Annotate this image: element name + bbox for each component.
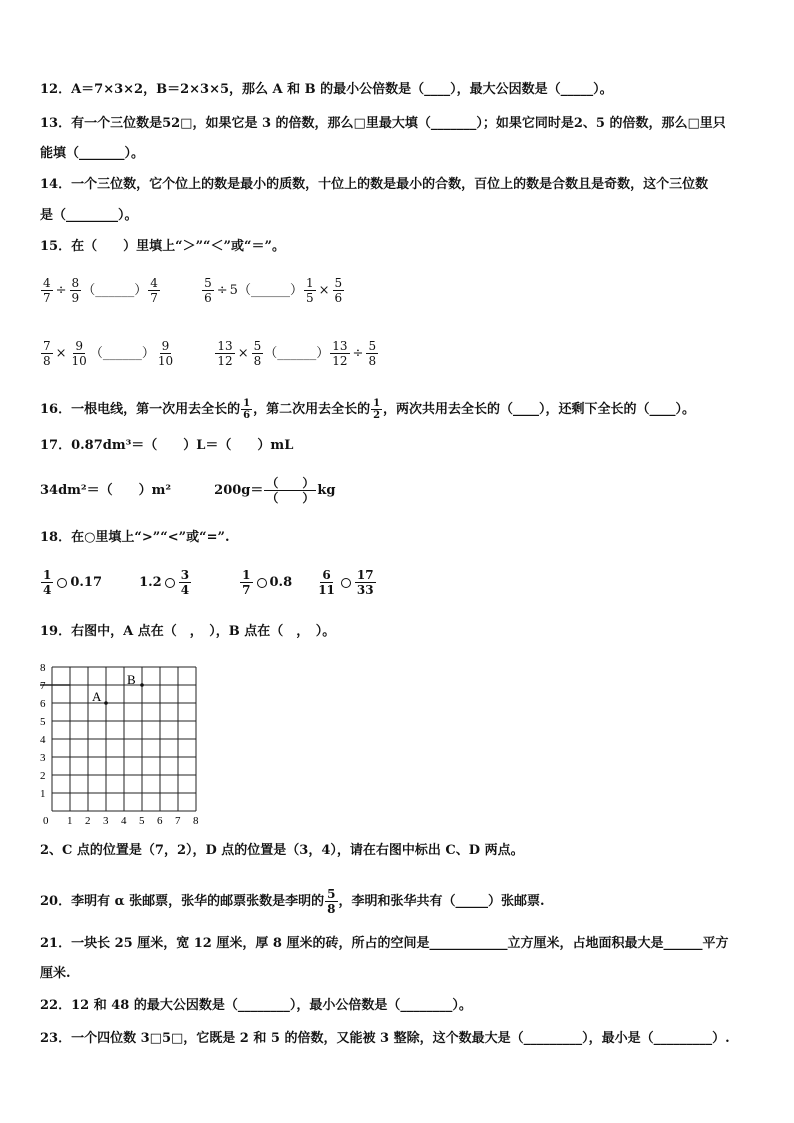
question-12: 12．A＝7×3×2，B＝2×3×5，那么 A 和 B 的最小公倍数是（____），最大公因数是（_____）。 bbox=[40, 82, 613, 97]
y-tick-label: 5 bbox=[40, 716, 46, 728]
answer-blank: （______） bbox=[89, 346, 155, 361]
question-17-line-2: 34dm²＝（ ）m² 200g＝ $\frac{( )}{( )}$ kg bbox=[40, 476, 336, 505]
y-tick-label: 1 bbox=[40, 788, 46, 800]
fraction: $\frac{5}{8}$ bbox=[368, 339, 377, 368]
fraction: $\frac{5}{8}$ bbox=[327, 887, 336, 916]
question-19-part-2: 2、C 点的位置是（7，2），D 点的位置是（3，4），请在右图中标出 C、D 两点。 bbox=[40, 843, 524, 858]
question-15: 15．在（ ）里填上“＞”“＜”或“＝”。 bbox=[40, 239, 285, 254]
question-18: 18．在○里填上“>”“<”或“=”. bbox=[40, 530, 230, 545]
answer-blank: （______） bbox=[264, 346, 330, 361]
fraction: $\frac{1}{5}$ bbox=[305, 276, 314, 305]
point-a bbox=[104, 701, 108, 705]
fraction: $\frac{9}{10}$ bbox=[71, 339, 87, 368]
question-16: 16．一根电线，第一次用去全长的 $\frac{1}{6}$ ，第二次用去全长的 $\frac{1}{2}$ ，两次共用去全长的（____），还剩下全长的（____）。 bbox=[40, 398, 696, 421]
fraction: $\frac{13}{12}$ bbox=[217, 339, 233, 368]
question-14-line-1: 14．一个三位数，它个位上的数是最小的质数，十位上的数是最小的合数，百位上的数是合数且是奇数，这个三位数 bbox=[40, 177, 709, 192]
grid-svg bbox=[38, 655, 218, 830]
x-tick-label: 7 bbox=[175, 815, 181, 827]
question-22: 22．12 和 48 的最大公因数是（________），最小公倍数是（________）。 bbox=[40, 998, 472, 1013]
question-23: 23．一个四位数 3□5□，它既是 2 和 5 的倍数，又能被 3 整除，这个数最大是（_________），最小是（_________）. bbox=[40, 1031, 730, 1046]
compare-circle bbox=[257, 578, 267, 588]
coordinate-grid bbox=[38, 655, 218, 834]
fraction: $\frac{1}{4}$ bbox=[43, 568, 52, 597]
question-21-line-2: 厘米. bbox=[40, 966, 71, 981]
fraction: $\frac{1}{2}$ bbox=[373, 398, 381, 421]
y-tick-label: 7 bbox=[40, 680, 46, 692]
compare-circle bbox=[341, 578, 351, 588]
x-tick-label: 2 bbox=[85, 815, 91, 827]
question-20: 20．李明有 α 张邮票，张华的邮票张数是李明的 $\frac{5}{8}$ ，李明和张华共有（_____）张邮票. bbox=[40, 887, 545, 916]
fraction: $\frac{6}{11}$ bbox=[318, 568, 335, 597]
y-tick-label: 4 bbox=[40, 734, 46, 746]
x-tick-label: 0 bbox=[43, 815, 49, 827]
y-tick-label: 3 bbox=[40, 752, 46, 764]
fraction: $\frac{4}{7}$ bbox=[43, 276, 51, 305]
fraction: $\frac{9}{10}$ bbox=[157, 339, 174, 368]
x-tick-label: 8 bbox=[193, 815, 199, 827]
answer-blank: （______） bbox=[237, 283, 303, 298]
y-tick-label: 2 bbox=[40, 770, 46, 782]
y-tick-label: 8 bbox=[40, 662, 46, 674]
question-21-line-1: 21．一块长 25 厘米，宽 12 厘米，厚 8 厘米的砖，所占的空间是____________立方厘米，占地面积最大是______平方 bbox=[40, 936, 729, 951]
compare-circle bbox=[165, 578, 175, 588]
fraction: $\frac{( )}{( )}$ bbox=[266, 476, 315, 505]
fraction: $\frac{5}{6}$ bbox=[204, 276, 212, 305]
question-18-row: $\frac{1}{4}$ 0.17 1.2 $\frac{3}{4}$ $\frac{1}{7}$ 0.8 $\frac{6}{11}$ $\frac{17}{33}$ bbox=[43, 568, 374, 597]
point-b-label: B bbox=[127, 672, 136, 687]
fraction: $\frac{4}{7}$ bbox=[150, 276, 158, 305]
question-17-line-1: 17．0.87dm³＝（ ）L＝（ ）mL bbox=[40, 438, 294, 453]
x-tick-label: 6 bbox=[157, 815, 163, 827]
fraction: $\frac{7}{8}$ bbox=[43, 339, 51, 368]
y-tick-label: 6 bbox=[40, 698, 46, 710]
question-14-line-2: 是（________）。 bbox=[40, 208, 138, 223]
fraction: $\frac{13}{12}$ bbox=[332, 339, 348, 368]
fraction: $\frac{1}{7}$ bbox=[242, 568, 251, 597]
question-19: 19．右图中，A 点在（ ， ），B 点在（ ， ）。 bbox=[40, 624, 336, 639]
fraction: $\frac{5}{6}$ bbox=[334, 276, 343, 305]
fraction: $\frac{3}{4}$ bbox=[180, 568, 190, 597]
question-15-row-1: $\frac{4}{7}$ ÷ $\frac{8}{9}$ （______） $\frac{4}{7}$ $\frac{5}{6}$ ÷ 5（______） $\frac{1}{5}$ × $\frac{5}{6}$ bbox=[43, 276, 343, 305]
x-tick-label: 1 bbox=[67, 815, 73, 827]
fraction: $\frac{1}{6}$ bbox=[243, 398, 251, 421]
question-13-line-1: 13．有一个三位数是52□，如果它是 3 的倍数，那么□里最大填（_______）；如果它同时是2、5 的倍数，那么□里只 bbox=[40, 116, 726, 131]
fraction: $\frac{5}{8}$ bbox=[253, 339, 262, 368]
question-15-row-2: $\frac{7}{8}$ × $\frac{9}{10}$ （______） $\frac{9}{10}$ $\frac{13}{12}$ × $\frac{5}{8}$ （______） $\frac{13}{12}$ ÷ $\frac{5}{8}$ bbox=[43, 339, 377, 368]
question-13-line-2: 能填（_______）。 bbox=[40, 146, 145, 161]
compare-circle bbox=[57, 578, 67, 588]
fraction: $\frac{17}{33}$ bbox=[356, 568, 374, 597]
x-tick-label: 4 bbox=[121, 815, 127, 827]
x-tick-label: 5 bbox=[139, 815, 145, 827]
x-tick-label: 3 bbox=[103, 815, 109, 827]
point-b bbox=[140, 683, 144, 687]
fraction: $\frac{8}{9}$ bbox=[71, 276, 80, 305]
answer-blank: （______） bbox=[82, 283, 148, 298]
point-a-label: A bbox=[92, 689, 102, 704]
